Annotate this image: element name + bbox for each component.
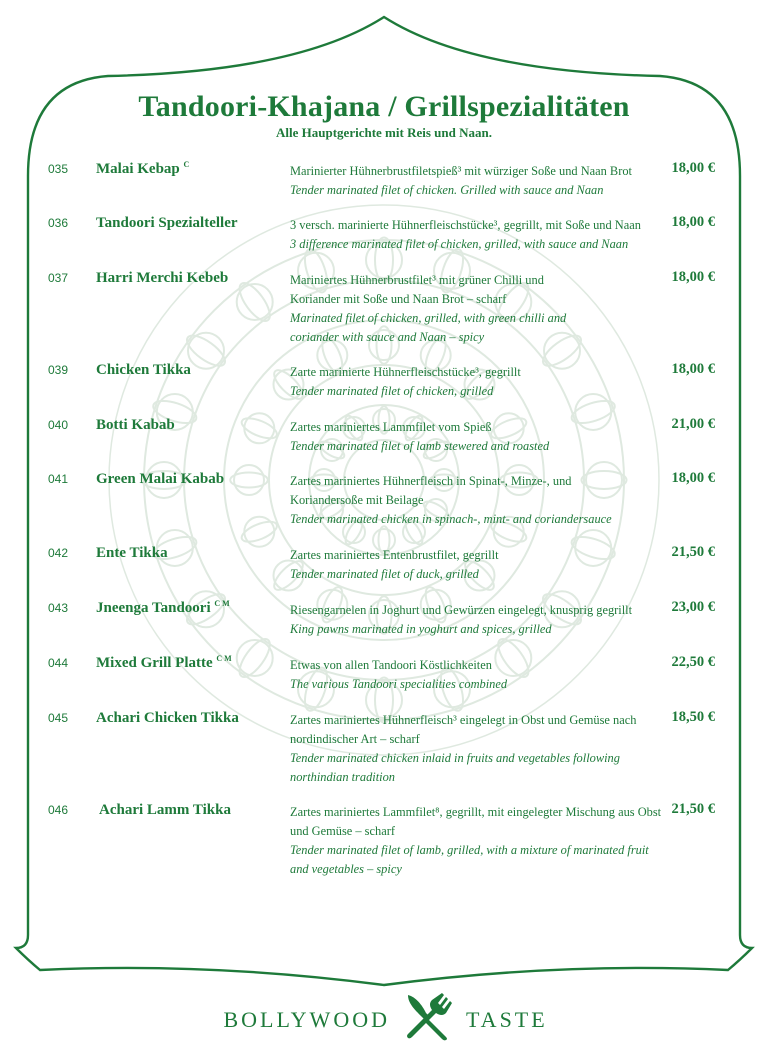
item-price: 18,00 € (671, 269, 715, 285)
lace-leaf (239, 414, 279, 442)
description-english: Tender marinated filet of chicken, grilled (290, 384, 494, 398)
description-english: 3 difference marinated filet of chicken, grilled, with sauce and Naan (290, 237, 629, 251)
description-english: King pawns marinated in yoghurt and spices, grilled (290, 622, 552, 636)
description-english: Tender marinated filet of lamb, grilled, with a mixture of marinated fruit and vegetables – spicy (290, 843, 649, 876)
description-english: Marinated filet of chicken, grilled, with green chilli and coriander with sauce and Naan – spicy (290, 311, 567, 344)
item-name: Jneenga Tandoori $^{C M}$ (96, 599, 230, 616)
lace-leaf (234, 635, 275, 682)
allergen-code: C M (216, 654, 232, 663)
page-subtitle: Alle Hauptgerichte mit Reis und Naan. (276, 125, 492, 140)
item-description (290, 803, 662, 879)
description-german: Zartes mariniertes Lammfilet vom Spieß (290, 420, 492, 434)
item-description (290, 656, 666, 694)
brand-name-right: TASTE (466, 1007, 548, 1032)
item-price: 21,00 € (671, 416, 715, 432)
item-name: Ente Tikka (96, 545, 168, 561)
lace-leaf (234, 279, 275, 326)
allergen-code: C (183, 160, 190, 169)
description-english: Tender marinated chicken in spinach-, mint- and coriandersauce (290, 512, 612, 526)
item-name: Achari Lamm Tikka (99, 802, 231, 818)
description-english: Tender marinated filet of chicken. Grilled with sauce and Naan (290, 183, 604, 197)
item-name: Tandoori Spezialteller (96, 215, 238, 231)
item-name: Chicken Tikka (96, 362, 191, 378)
item-name: Malai Kebap $^C$ (96, 160, 190, 177)
description-german: 3 versch. marinierte Hühnerfleischstücke³, gegrillt, mit Soße und Naan (290, 218, 641, 232)
item-price: 18,00 € (671, 214, 715, 230)
item-price: 22,50 € (671, 654, 715, 670)
description-english: Tender marinated filet of duck, grilled (290, 567, 479, 581)
description-german: Zarte marinierte Hühnerfleischstücke³, gegrillt (290, 365, 521, 379)
item-price: 23,00 € (671, 599, 715, 615)
item-description (290, 472, 612, 529)
item-description (290, 216, 666, 254)
item-number: 042 (48, 546, 69, 560)
allergen-code: C M (214, 599, 230, 608)
item-price: 18,00 € (671, 160, 715, 176)
description-english: The various Tandoori specialities combined (290, 677, 508, 691)
item-number: 046 (48, 803, 69, 817)
item-name: Botti Kabab (96, 417, 175, 433)
item-description (290, 363, 666, 401)
item-number: 044 (48, 656, 69, 670)
brand-name-left: BOLLYWOOD (223, 1007, 390, 1032)
item-number: 040 (48, 418, 69, 432)
description-german: Riesengarnelen in Joghurt und Gewürzen eingelegt, knusprig gegrillt (290, 603, 633, 617)
description-german: Zartes mariniertes Hühnerfleisch in Spinat-, Minze-, und Koriandersoße mit Beilage (290, 474, 572, 507)
item-number: 045 (48, 711, 69, 725)
item-number: 039 (48, 363, 69, 377)
item-price: 21,50 € (671, 801, 715, 817)
item-number: 043 (48, 601, 69, 615)
item-name: Achari Chicken Tikka (96, 710, 239, 726)
lace-petal (234, 465, 264, 495)
item-number: 037 (48, 271, 69, 285)
item-number: 036 (48, 216, 69, 230)
description-german: Zartes mariniertes Entenbrustfilet, gegrillt (290, 548, 499, 562)
item-number: 041 (48, 472, 69, 486)
item-price: 18,50 € (671, 709, 715, 725)
description-german: Zartes mariniertes Hühnerfleisch³ eingelegt in Obst und Gemüse nach nordindischer Art – scharf (290, 713, 637, 746)
item-description (290, 162, 666, 200)
description-german: Mariniertes Hühnerbrustfilet³ mit grüner Chilli und Koriander mit Soße und Naan Brot – scharf (290, 273, 544, 306)
page-title: Tandoori-Khajana / Grillspezialitäten (138, 90, 630, 123)
item-description (290, 601, 666, 639)
item-price: 18,00 € (671, 470, 715, 486)
item-name: Mixed Grill Platte $^{C M}$ (96, 654, 232, 671)
item-name: Harri Merchi Kebeb (96, 270, 229, 286)
lace-leaf (230, 473, 268, 488)
item-price: 18,00 € (671, 361, 715, 377)
item-description (290, 271, 590, 347)
item-number: 035 (48, 162, 69, 176)
item-description (290, 418, 666, 456)
description-english: Tender marinated chicken inlaid in fruits and vegetables following northindian tradition (290, 751, 620, 784)
lace-leaf (239, 518, 279, 546)
item-description (290, 711, 646, 787)
description-german: Etwas von allen Tandoori Köstlichkeiten (290, 658, 492, 672)
description-german: Zartes mariniertes Lammfilet⁸, gegrillt, mit eingelegter Mischung aus Obst und Gemüse – scharf (290, 805, 662, 838)
item-price: 21,50 € (671, 544, 715, 560)
item-name: Green Malai Kabab (96, 471, 225, 487)
description-german: Marinierter Hühnerbrustfiletspieß³ mit würziger Soße und Naan Brot (290, 164, 632, 178)
item-description (290, 546, 666, 584)
description-english: Tender marinated filet of lamb stewered and roasted (290, 439, 550, 453)
fork-knife-icon (402, 991, 454, 1041)
brand-footer (0, 998, 768, 1038)
